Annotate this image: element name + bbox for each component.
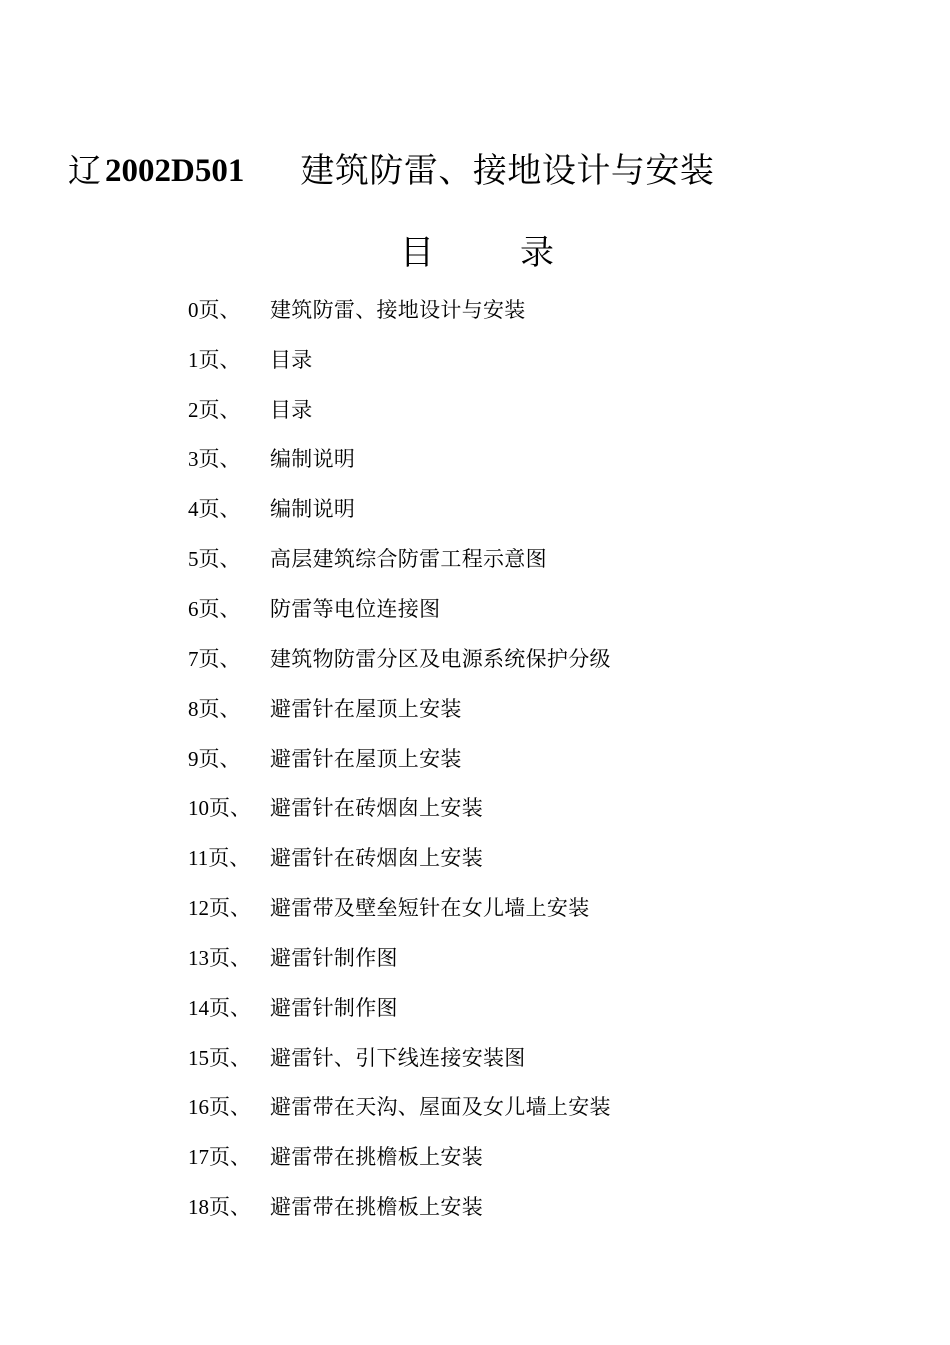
toc-entry-title: 避雷针在砖烟囱上安装 [270, 796, 483, 821]
toc-page-number: 16页、 [188, 1095, 251, 1120]
toc-page-number: 12页、 [188, 896, 251, 921]
toc-item [188, 533, 611, 583]
toc-item [188, 1032, 611, 1082]
toc-entry-title: 避雷带及壁垒短针在女儿墙上安装 [270, 896, 590, 921]
toc-item [188, 633, 611, 683]
toc-entry-title: 避雷带在天沟、屋面及女儿墙上安装 [270, 1095, 611, 1120]
toc-entry-title: 防雷等电位连接图 [270, 596, 441, 621]
title-prefix: 辽 [68, 151, 101, 190]
toc-item [188, 284, 611, 334]
toc-item [188, 683, 611, 733]
toc-entry-title: 避雷带在挑檐板上安装 [270, 1195, 483, 1220]
toc-entry-title: 避雷针制作图 [270, 945, 398, 970]
toc-entry-title: 避雷针在砖烟囱上安装 [270, 846, 483, 871]
toc-page-number: 3页、 [188, 447, 241, 472]
toc-page-number: 17页、 [188, 1145, 251, 1170]
toc-page-number: 14页、 [188, 995, 251, 1020]
toc-page-number: 15页、 [188, 1045, 251, 1070]
toc-entry-title: 避雷针在屋顶上安装 [270, 746, 462, 771]
toc-page-number: 10页、 [188, 796, 251, 821]
toc-page-number: 13页、 [188, 945, 251, 970]
toc-list [188, 284, 611, 1231]
toc-item [188, 434, 611, 484]
toc-item [188, 982, 611, 1032]
toc-entry-title: 建筑防雷、接地设计与安装 [270, 297, 526, 322]
toc-item [188, 782, 611, 832]
toc-item [188, 733, 611, 783]
toc-heading-left: 目 [400, 233, 434, 273]
toc-item [188, 483, 611, 533]
document-name: 建筑防雷、接地设计与安装 [300, 151, 715, 191]
toc-page-number: 2页、 [188, 397, 241, 422]
toc-page-number: 6页、 [188, 596, 241, 621]
document-code: 2002D501 [105, 153, 245, 189]
toc-entry-title: 避雷针在屋顶上安装 [270, 696, 462, 721]
toc-item [188, 1181, 611, 1231]
toc-entry-title: 避雷针、引下线连接安装图 [270, 1045, 526, 1070]
toc-entry-title: 建筑物防雷分区及电源系统保护分级 [270, 646, 611, 671]
toc-item [188, 932, 611, 982]
toc-item [188, 334, 611, 384]
toc-entry-title: 避雷带在挑檐板上安装 [270, 1145, 483, 1170]
toc-page-number: 8页、 [188, 696, 241, 721]
toc-page-number: 7页、 [188, 646, 241, 671]
toc-entry-title: 编制说明 [270, 447, 356, 472]
toc-entry-title: 目录 [270, 347, 313, 372]
toc-heading-right: 录 [520, 233, 554, 273]
toc-entry-title: 目录 [270, 397, 313, 422]
toc-page-number: 11页、 [188, 846, 251, 871]
toc-page-number: 9页、 [188, 746, 241, 771]
toc-page-number: 1页、 [188, 347, 241, 372]
toc-entry-title: 高层建筑综合防雷工程示意图 [270, 547, 547, 572]
toc-item [188, 583, 611, 633]
toc-item [188, 1131, 611, 1181]
toc-item [188, 882, 611, 932]
toc-item [188, 384, 611, 434]
toc-entry-title: 避雷针制作图 [270, 995, 398, 1020]
toc-page-number: 5页、 [188, 547, 241, 572]
toc-page-number: 18页、 [188, 1195, 251, 1220]
toc-heading [400, 230, 554, 276]
toc-item [188, 1082, 611, 1132]
toc-page-number: 4页、 [188, 497, 241, 522]
toc-entry-title: 编制说明 [270, 497, 356, 522]
toc-item [188, 832, 611, 882]
document-title [68, 146, 714, 196]
toc-page-number: 0页、 [188, 297, 241, 322]
